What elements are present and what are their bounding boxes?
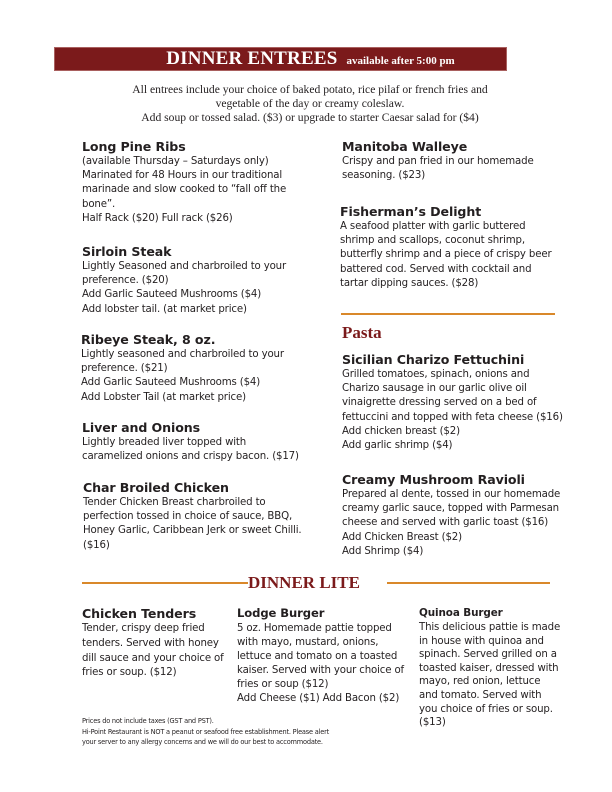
item-name: Manitoba Walleye: [342, 139, 468, 154]
item-desc-line: tenders. Served with honey: [82, 637, 219, 649]
item-desc-line: (available Thursday – Saturdays only): [82, 156, 269, 167]
item-desc-line: caramelized onions and crispy bacon. ($17): [82, 451, 299, 463]
item-addon-line: Add Chicken Breast ($2): [342, 531, 462, 543]
allergy-note: your server to any allergy concerns and we will do our best to accommodate.: [82, 738, 323, 747]
item-desc-line: in house with quinoa and: [419, 635, 544, 647]
item-name: Ribeye Steak, 8 oz.: [81, 332, 216, 347]
menu-item-ribeye-steak: [81, 332, 284, 405]
tax-note: Prices do not include taxes (GST and PST).: [82, 717, 214, 725]
item-desc-line: Grilled tomatoes, spinach, onions and: [342, 369, 530, 380]
item-desc-line: with mayo, mustard, onions,: [237, 637, 379, 648]
dinner-lite-heading: [0, 573, 612, 593]
availability-note: available after 5:00 pm: [346, 55, 455, 67]
menu-item-quinoa-burger: [419, 607, 560, 730]
footer-notes: [82, 716, 329, 748]
item-desc-line: Tender, crispy deep fried: [82, 623, 205, 634]
item-desc-line: lettuce and tomato on a toasted: [237, 651, 398, 662]
section-title-pasta: Pasta: [342, 323, 382, 342]
item-desc-line: toasted kaiser, dressed with: [419, 662, 559, 674]
menu-item-sicilian-charizo-fettuchini: [342, 352, 563, 453]
item-name: Lodge Burger: [237, 606, 325, 620]
menu-item-fishermans-delight: [340, 204, 551, 291]
item-name: Chicken Tenders: [82, 606, 197, 621]
menu-item-manitoba-walleye: [342, 139, 534, 183]
intro-line: All entrees include your choice of baked potato, rice pilaf or french fries and: [132, 83, 488, 96]
menu-item-long-pine-ribs: [82, 139, 286, 226]
item-name: Liver and Onions: [82, 420, 201, 435]
item-addon-line: Add lobster tail. (at market price): [82, 303, 247, 315]
menu-item-char-broiled-chicken: [83, 480, 302, 553]
section-title-dinner-lite: DINNER LITE: [248, 573, 360, 592]
item-name: Sicilian Charizo Fettuchini: [342, 352, 525, 367]
item-desc-line: tartar dipping sauces. ($28): [340, 277, 479, 289]
menu-item-sirloin-steak: [82, 244, 286, 317]
item-desc-line: Lightly Seasoned and charbroiled to your: [82, 261, 287, 272]
menu-item-liver-and-onions: [82, 420, 299, 464]
item-desc-line: you choice of fries or soup.: [419, 703, 553, 715]
item-name: Quinoa Burger: [419, 607, 503, 619]
item-desc-line: seasoning. ($23): [342, 170, 426, 182]
item-desc-line: A seafood platter with garlic buttered: [340, 221, 526, 232]
item-addon-line: Add Shrimp ($4): [342, 545, 424, 557]
item-desc-line: Charizo sausage in our garlic olive oil: [342, 383, 527, 395]
item-desc-line: This delicious pattie is made: [419, 622, 561, 633]
item-desc-line: fries or soup ($12): [237, 679, 329, 690]
pasta-divider-rule: [341, 313, 555, 315]
item-addon-line: Add Cheese ($1) Add Bacon ($2): [237, 693, 400, 704]
header-banner: [54, 47, 507, 71]
item-desc-line: spinach. Served grilled on a: [419, 649, 557, 661]
item-desc-line: marinade and slow cooked to “fall off the: [82, 184, 287, 196]
item-desc-line: fries or soup. ($12): [82, 667, 177, 679]
item-desc-line: Honey Garlic, Caribbean Jerk or sweet Chilli.: [83, 525, 302, 537]
item-name: Fisherman’s Delight: [340, 204, 482, 219]
menu-item-lodge-burger: [237, 606, 404, 706]
item-name: Sirloin Steak: [82, 244, 172, 259]
item-desc-line: and tomato. Served with: [419, 689, 542, 701]
item-desc-line: Lightly breaded liver topped with: [82, 437, 247, 448]
item-desc-line: bone”.: [82, 198, 116, 210]
item-desc-line: fettuccini and topped with feta cheese ($16): [342, 411, 563, 423]
intro-line: Add soup or tossed salad. ($3) or upgrade to starter Caesar salad for ($4): [141, 110, 479, 124]
item-addon-line: Add garlic shrimp ($4): [342, 440, 453, 452]
item-desc-line: dill sauce and your choice of: [82, 652, 224, 664]
item-desc-line: battered cod. Served with cocktail and: [340, 263, 532, 275]
item-addon-line: Add Garlic Sauteed Mushrooms ($4): [81, 377, 261, 389]
menu-item-chicken-tenders: [82, 606, 224, 681]
item-desc-line: Marinated for 48 Hours in our traditional: [82, 170, 283, 182]
allergy-note: Hi-Point Restaurant is NOT a peanut or seafood free establishment. Please alert: [82, 727, 329, 736]
item-desc-line: shrimp and scallops, coconut shrimp,: [340, 235, 525, 247]
item-desc-line: Lightly seasoned and charbroiled to your: [81, 349, 284, 360]
item-desc-line: vinaigrette dressing served on a bed of: [342, 397, 537, 409]
item-desc-line: Prepared al dente, tossed in our homemade: [342, 489, 561, 500]
entree-intro: [80, 83, 540, 124]
item-name: Long Pine Ribs: [82, 139, 186, 154]
item-desc-line: Crispy and pan fried in our homemade: [342, 156, 534, 167]
item-addon-line: Add chicken breast ($2): [342, 425, 460, 437]
item-desc-line: preference. ($21): [81, 363, 168, 375]
intro-line: vegetable of the day or creamy coleslaw.: [215, 96, 405, 110]
menu-item-creamy-mushroom-ravioli: [342, 472, 560, 559]
item-desc-line: mayo, red onion, lettuce: [419, 676, 541, 688]
section-title-dinner-entrees: DINNER ENTREES: [166, 48, 338, 69]
item-desc-line: preference. ($20): [82, 275, 169, 287]
item-desc-line: Tender Chicken Breast charbroiled to: [83, 497, 266, 508]
item-addon-line: Add Garlic Sauteed Mushrooms ($4): [82, 289, 262, 301]
item-price-line: Half Rack ($20) Full rack ($26): [82, 212, 233, 224]
item-desc-line: creamy garlic sauce, topped with Parmesan: [342, 503, 559, 515]
item-desc-line: 5 oz. Homemade pattie topped: [237, 623, 392, 634]
item-desc-line: kaiser. Served with your choice of: [237, 665, 404, 676]
item-price-line: ($13): [419, 717, 446, 729]
item-name: Creamy Mushroom Ravioli: [342, 472, 525, 487]
item-desc-line: cheese and served with garlic toast ($16): [342, 517, 549, 529]
item-addon-line: Add Lobster Tail (at market price): [81, 391, 246, 403]
item-desc-line: perfection tossed in choice of sauce, BBQ,: [83, 511, 293, 523]
item-name: Char Broiled Chicken: [83, 480, 229, 495]
item-desc-line: butterfly shrimp and a piece of crispy beer: [340, 249, 552, 261]
item-price-line: ($16): [83, 539, 110, 551]
